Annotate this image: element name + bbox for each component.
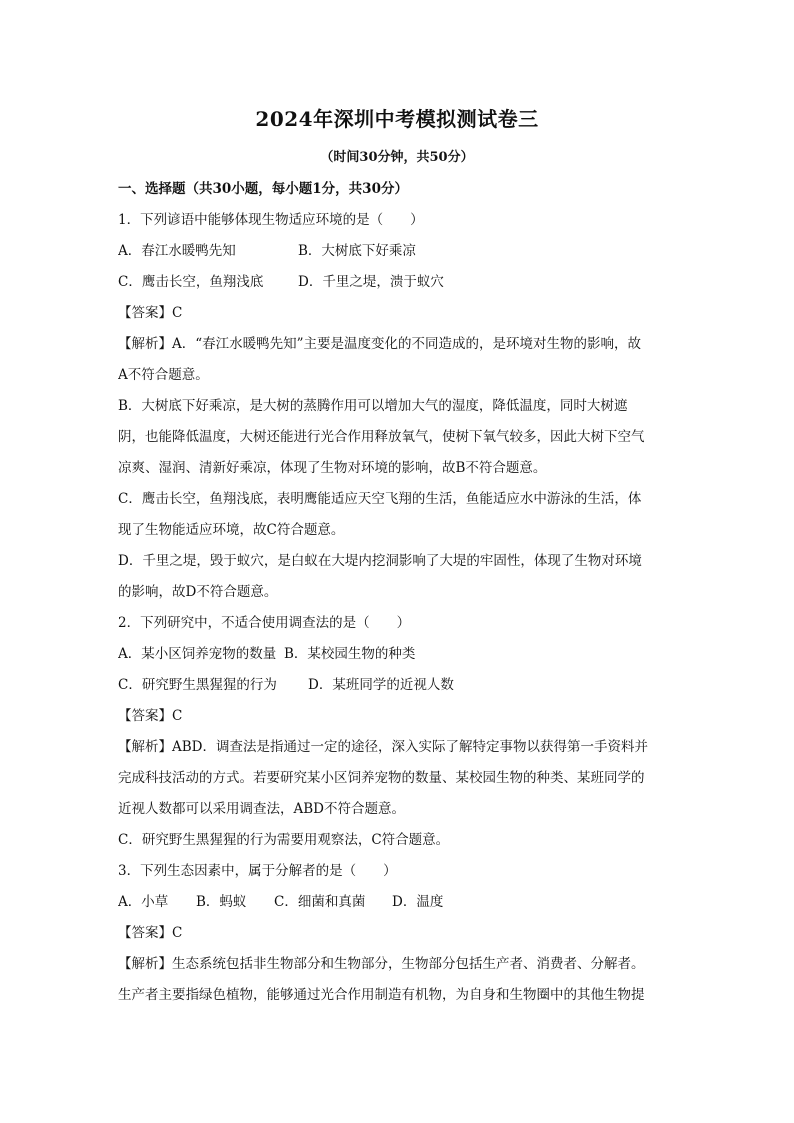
question-1-analysis-line: 凉爽、湿润、清新好乘凉，体现了生物对环境的影响，故B不符合题意。 xyxy=(118,460,547,476)
question-3-answer: 【答案】C xyxy=(118,925,183,941)
question-1-analysis-line: B．大树底下好乘凉，是大树的蒸腾作用可以增加大气的湿度，降低温度，同时大树遮 xyxy=(118,398,628,414)
question-3-option-b: B．蚂蚁 xyxy=(196,894,247,910)
question-1-option-d: D．千里之堤，溃于蚁穴 xyxy=(298,274,444,290)
question-2-analysis-line: C．研究野生黑猩猩的行为需要用观察法，C符合题意。 xyxy=(118,832,450,848)
question-3-option-c: C．细菌和真菌 xyxy=(274,894,366,910)
question-1-analysis-line: 的影响，故D不符合题意。 xyxy=(118,584,278,600)
question-1-option-c: C．鹰击长空，鱼翔浅底 xyxy=(118,274,264,290)
question-1-analysis-line: 阴，也能降低温度，大树还能进行光合作用释放氧气，使树下氧气较多，因此大树下空气 xyxy=(118,429,645,445)
question-3-option-a: A．小草 xyxy=(118,894,169,910)
page-title: 2024年深圳中考模拟测试卷三 xyxy=(255,107,539,131)
question-1-analysis-line: C．鹰击长空，鱼翔浅底，表明鹰能适应天空飞翔的生活，鱼能适应水中游泳的生活，体 xyxy=(118,491,642,507)
question-2-options-row-1 xyxy=(118,639,678,670)
question-2-analysis-line: 【解析】ABD．调查法是指通过一定的途径，深入实际了解特定事物以获得第一手资料并 xyxy=(118,739,648,755)
question-1-options-row-1 xyxy=(118,236,678,267)
question-1-analysis-line: 现了生物能适应环境，故C符合题意。 xyxy=(118,522,345,538)
question-2-option-d: D．某班同学的近视人数 xyxy=(308,677,454,693)
question-2-analysis-line: 近视人数都可以采用调查法，ABD不符合题意。 xyxy=(118,801,405,817)
question-3-option-d: D．温度 xyxy=(392,894,444,910)
question-2-analysis-line: 完成科技活动的方式。若要研究某小区饲养宠物的数量、某校园生物的种类、某班同学的 xyxy=(118,770,645,786)
question-1-options-row-2 xyxy=(118,267,678,298)
question-1-analysis-line: D．千里之堤，毁于蚁穴，是白蚁在大堤内挖洞影响了大堤的牢固性，体现了生物对环境 xyxy=(118,553,642,569)
section-heading: 一、选择题（共30小题，每小题1分，共30分） xyxy=(118,181,408,197)
question-1-option-b: B．大树底下好乘凉 xyxy=(298,243,416,259)
question-1-analysis-line: A不符合题意。 xyxy=(118,367,209,383)
question-1-analysis-line: 【解析】A．“春江水暖鸭先知”主要是温度变化的不同造成的，是环境对生物的影响，故 xyxy=(118,336,642,352)
page-subtitle: （时间30分钟，共50分） xyxy=(320,150,474,165)
question-2-stem: 2．下列研究中，不适合使用调查法的是（ ） xyxy=(118,615,411,631)
question-3-options-row xyxy=(118,887,678,918)
question-2-options-row-2 xyxy=(118,670,678,701)
question-1-stem: 1．下列谚语中能够体现生物适应环境的是（ ） xyxy=(118,212,424,228)
document-body xyxy=(118,174,678,1011)
question-2-answer: 【答案】C xyxy=(118,708,183,724)
question-3-stem: 3．下列生态因素中，属于分解者的是（ ） xyxy=(118,863,397,879)
question-3-analysis-line: 【解析】生态系统包括非生物部分和生物部分，生物部分包括生产者、消费者、分解者。 xyxy=(118,956,645,972)
question-1-answer: 【答案】C xyxy=(118,305,183,321)
question-2-option-c: C．研究野生黑猩猩的行为 xyxy=(118,677,277,693)
question-2-option-a: A．某小区饲养宠物的数量 xyxy=(118,646,277,662)
question-1-option-a: A．春江水暖鸭先知 xyxy=(118,243,236,259)
question-2-option-b: B．某校园生物的种类 xyxy=(284,646,416,662)
question-3-analysis-line: 生产者主要指绿色植物，能够通过光合作用制造有机物，为自身和生物圈中的其他生物提 xyxy=(118,987,645,1003)
